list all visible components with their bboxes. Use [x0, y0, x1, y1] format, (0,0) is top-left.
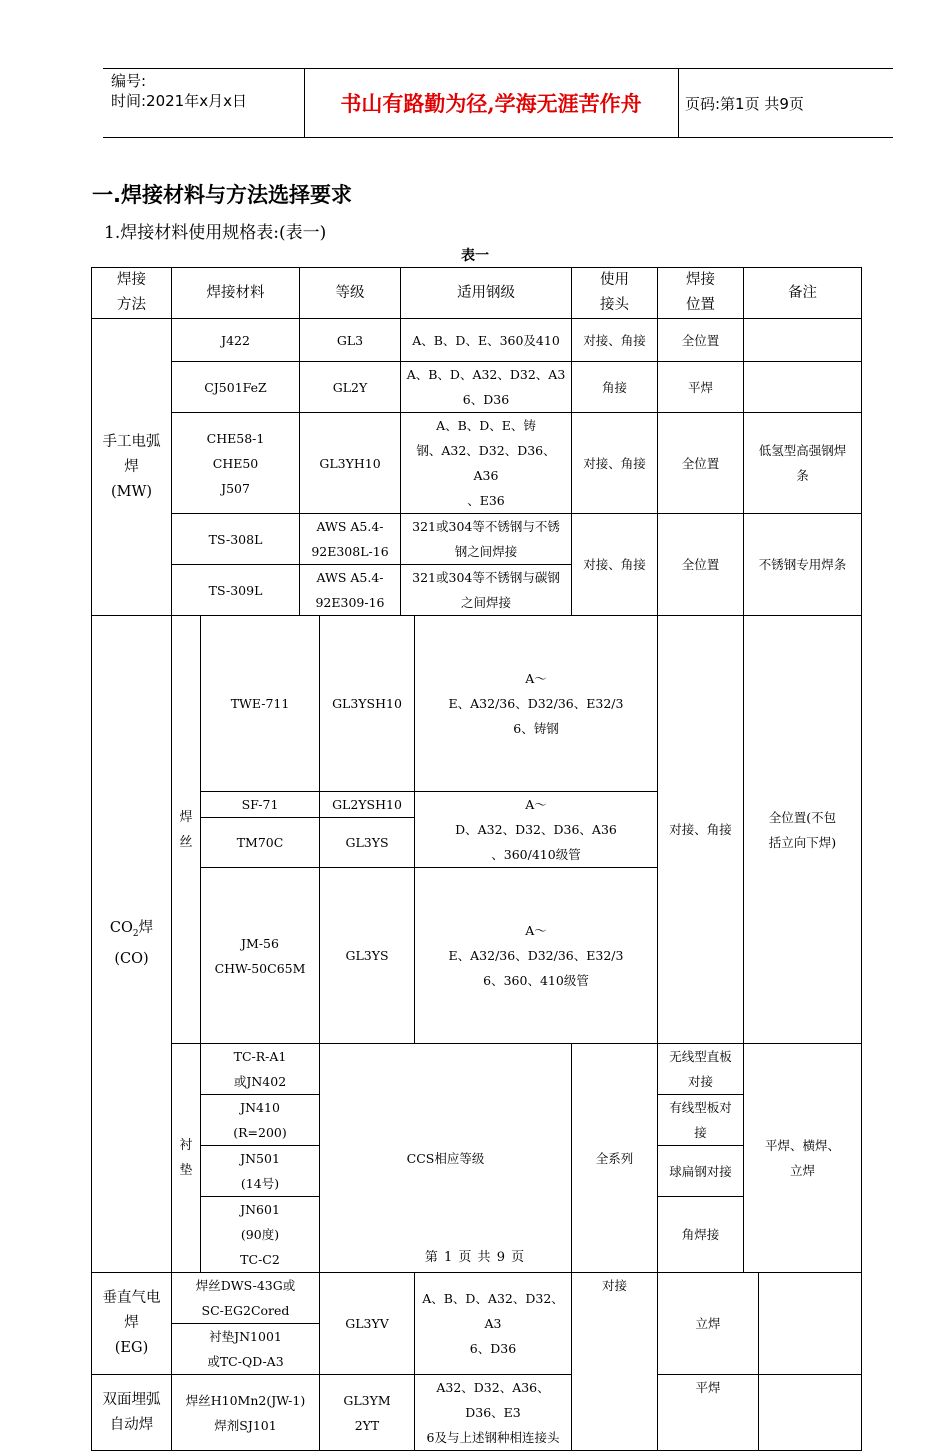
grade-cell: CCS相应等级	[320, 1044, 572, 1273]
steel-cell: A、B、D、E、铸 钢、A32、D32、D36、A36 、E36	[401, 413, 572, 514]
method-eg: 垂直气电 焊 (EG)	[92, 1273, 172, 1375]
table-row	[92, 413, 862, 514]
material-cell: TWE-711	[201, 616, 320, 792]
steel-cell: A、B、D、A32、D32、A3 6、D36	[415, 1273, 572, 1375]
method-co2: $CO_2$焊 (CO)	[92, 616, 172, 1273]
material-cell: JN410 (R=200)	[201, 1095, 320, 1146]
table-row	[92, 1044, 862, 1095]
method-saw: 双面埋弧 自动焊	[92, 1375, 172, 1451]
table-row	[92, 514, 862, 565]
grade-cell: GL3YS	[320, 818, 415, 868]
joint-cell: 无线型直板 对接	[658, 1044, 744, 1095]
steel-cell: 321或304等不锈钢与不锈 钢之间焊接	[401, 514, 572, 565]
material-cell: 焊丝DWS-43G或 SC-EG2Cored	[172, 1273, 320, 1324]
steel-cell: 全系列	[572, 1044, 658, 1273]
steel-cell: 321或304等不锈钢与碳钢 之间焊接	[401, 565, 572, 616]
material-cell: TS-308L	[172, 514, 300, 565]
grade-cell: GL2YSH10	[320, 792, 415, 818]
material-cell: J422	[172, 319, 300, 362]
steel-cell: A、B、D、A32、D32、A3 6、D36	[401, 362, 572, 413]
steel-cell: A、B、D、E、360及410	[401, 319, 572, 362]
col-position: 焊接 位置	[658, 268, 744, 319]
col-material: 焊接材料	[172, 268, 300, 319]
material-cell: TS-309L	[172, 565, 300, 616]
joint-cell: 角焊接	[658, 1197, 744, 1273]
steel-cell: A32、D32、A36、D36、E3 6及与上述钢种相连接头	[415, 1375, 572, 1451]
joint-cell: 有线型板对 接	[658, 1095, 744, 1146]
grade-cell: GL3YV	[320, 1273, 415, 1375]
time-label: 时间:2021年x月x日	[111, 92, 247, 110]
material-cell: JN601 (90度) TC-C2	[201, 1197, 320, 1273]
material-cell: JN501 (14号)	[201, 1146, 320, 1197]
remark-cell: 不锈钢专用焊条	[744, 514, 862, 616]
col-joint: 使用 接头	[572, 268, 658, 319]
steel-cell: A～ D、A32、D32、D36、A36 、360/410级管	[415, 792, 658, 868]
steel-cell: A～ E、A32/36、D32/36、E32/3 6、铸钢	[415, 616, 658, 792]
remark-cell	[759, 1273, 862, 1375]
header-page-info: 页码:第1页 共9页	[685, 95, 804, 113]
col-method: 焊接 方法	[92, 268, 172, 319]
joint-cell: 球扁钢对接	[658, 1146, 744, 1197]
page-footer: 第 1 页 共 9 页	[424, 1250, 526, 1265]
position-cell: 全位置(不包 括立向下焊)	[744, 616, 862, 1044]
backing-label: 衬 垫	[172, 1044, 201, 1273]
section-heading: 一.焊接材料与方法选择要求	[92, 183, 352, 207]
page-header	[103, 68, 893, 138]
grade-cell: GL3YH10	[300, 413, 401, 514]
grade-cell: AWS A5.4- 92E308L-16	[300, 514, 401, 565]
grade-cell: GL3YSH10	[320, 616, 415, 792]
col-remark: 备注	[744, 268, 862, 319]
grade-cell: GL3YS	[320, 868, 415, 1044]
table-caption: 表一	[461, 248, 489, 264]
grade-cell: GL3YM 2YT	[320, 1375, 415, 1451]
grade-cell: AWS A5.4- 92E309-16	[300, 565, 401, 616]
position-cell: 立焊	[658, 1273, 759, 1375]
material-cell: 焊丝H10Mn2(JW-1) 焊剂SJ101	[172, 1375, 320, 1451]
grade-cell: GL3	[300, 319, 401, 362]
header-divider	[678, 69, 679, 137]
section-subheading: 1.焊接材料使用规格表:(表一)	[104, 223, 327, 243]
position-cell: 平焊、横焊、 立焊	[744, 1044, 862, 1273]
remark-cell: 低氢型高强钢焊 条	[744, 413, 862, 514]
joint-cell: 对接、角接	[572, 413, 658, 514]
joint-cell: 对接、角接	[572, 319, 658, 362]
header-left-block	[111, 71, 247, 111]
col-grade: 等级	[300, 268, 401, 319]
material-cell: JM-56 CHW-50C65M	[201, 868, 320, 1044]
steel-cell: A～ E、A32/36、D32/36、E32/3 6、360、410级管	[415, 868, 658, 1044]
position-cell: 全位置	[658, 514, 744, 616]
material-cell: TM70C	[201, 818, 320, 868]
col-steel: 适用钢级	[401, 268, 572, 319]
material-cell: CJ501FeZ	[172, 362, 300, 413]
table-row	[92, 1375, 862, 1451]
remark-cell	[744, 319, 862, 362]
table-row	[92, 1273, 862, 1324]
material-cell: 衬垫JN1001 或TC-QD-A3	[172, 1324, 320, 1375]
table-header-row	[92, 268, 862, 319]
material-cell: TC-R-A1 或JN402	[201, 1044, 320, 1095]
joint-cell: 角接	[572, 362, 658, 413]
table-row	[92, 616, 862, 792]
position-cell: 平焊	[658, 1375, 759, 1451]
position-cell: 平焊	[658, 362, 744, 413]
table-row	[92, 362, 862, 413]
table-row	[92, 319, 862, 362]
header-motto: 书山有路勤为径,学海无涯苦作舟	[340, 91, 642, 116]
welding-spec-table	[91, 267, 862, 1451]
joint-cell: 对接	[572, 1273, 658, 1451]
position-cell: 全位置	[658, 319, 744, 362]
remark-cell	[744, 362, 862, 413]
grade-cell: GL2Y	[300, 362, 401, 413]
joint-cell: 对接、角接	[658, 616, 744, 1044]
method-mw: 手工电弧 焊 (MW)	[92, 319, 172, 616]
material-cell: CHE58-1 CHE50 J507	[172, 413, 300, 514]
wire-label: 焊 丝	[172, 616, 201, 1044]
position-cell: 全位置	[658, 413, 744, 514]
joint-cell: 对接、角接	[572, 514, 658, 616]
remark-cell	[759, 1375, 862, 1451]
material-cell: SF-71	[201, 792, 320, 818]
number-label: 编号:	[111, 72, 147, 90]
